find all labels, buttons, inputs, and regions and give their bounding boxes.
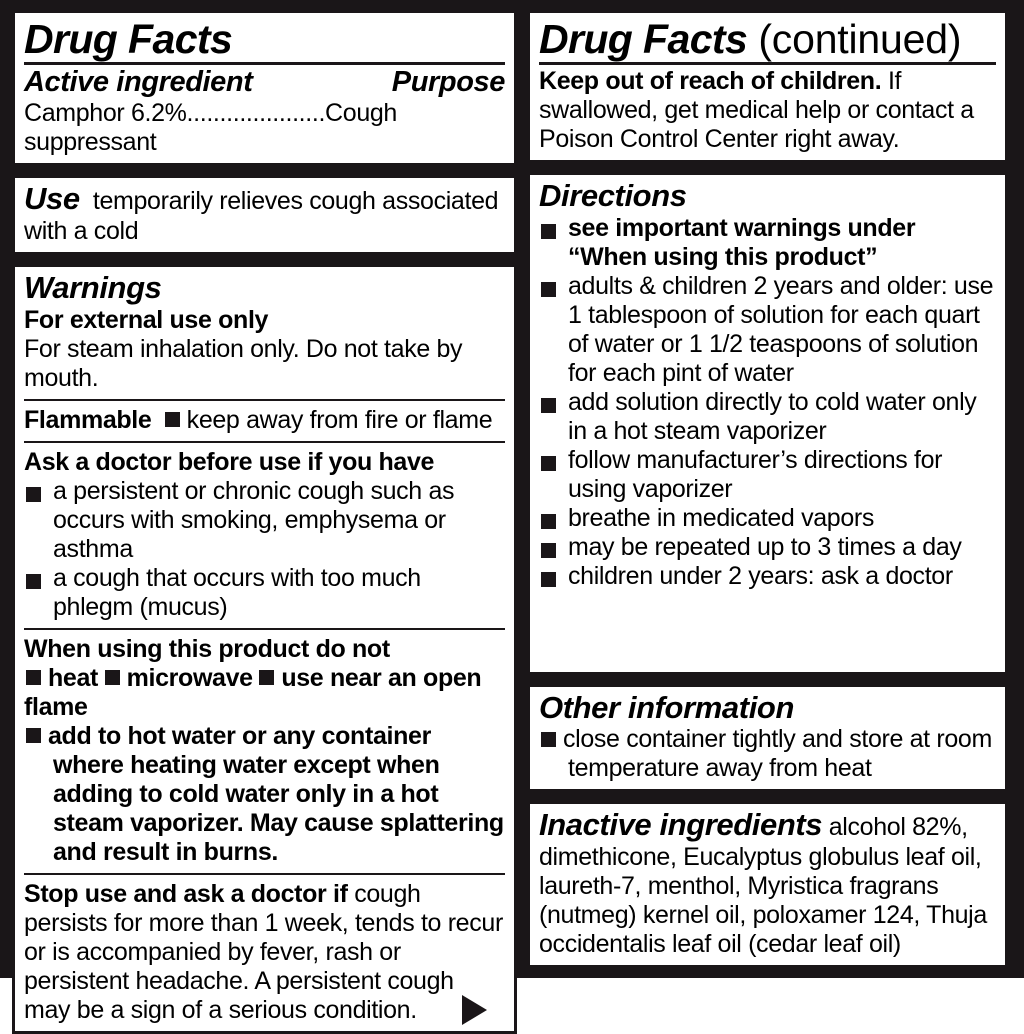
- drug-facts-title-suffix: (continued): [747, 16, 962, 62]
- when-using-item: use near an open flame: [24, 663, 482, 721]
- keep-out-block: [539, 67, 996, 154]
- inactive-ingredients-text: alcohol 82%, dimethicone, Eucalyptus globulus leaf oil, laureth-7, menthol, Myristica fragrans (nutmeg) kernel oil, poloxamer 124, Thuja occidentalis leaf oil (cedar leaf oil): [539, 813, 987, 958]
- list-item: follow manufacturer’s directions for using vaporizer: [539, 446, 996, 504]
- warnings-rule-4: [24, 873, 505, 875]
- active-ingredient-header-row: [24, 67, 505, 99]
- panel-warnings: [12, 264, 517, 1034]
- other-information-text: close container tightly and store at room temperature away from heat: [563, 725, 992, 783]
- keep-out-text: If swallowed, get medical help or contact a Poison Control Center right away.: [539, 67, 974, 154]
- square-bullet-icon: [541, 732, 556, 747]
- list-item: breathe in medicated vapors: [539, 504, 996, 533]
- title-rule-right: [539, 62, 996, 65]
- warnings-heading: Warnings: [24, 269, 162, 305]
- list-item: may be repeated up to 3 times a day: [539, 533, 996, 562]
- stop-use-text: cough persists for more than 1 week, tends to recur or is accompanied by fever, rash or persistent headache. A persistent cough may be a sign of a serious condition.: [24, 879, 503, 1024]
- active-ingredient-line: Camphor 6.2%.....................Cough suppressant: [24, 99, 397, 157]
- stop-use-block: [24, 880, 505, 1025]
- left-column: [12, 10, 517, 1024]
- right-column: [527, 10, 1008, 968]
- other-information-heading: Other information: [539, 689, 794, 725]
- panel-other-information: [527, 684, 1008, 793]
- when-using-inline-row: [24, 664, 505, 722]
- inactive-ingredients-block: [539, 808, 996, 959]
- flammable-row: [24, 406, 505, 435]
- warnings-rule-2: [24, 441, 505, 443]
- square-bullet-icon: [26, 670, 41, 685]
- active-ingredient-header: Active ingredient: [24, 66, 253, 99]
- drug-facts-title-main: Drug Facts: [539, 16, 748, 62]
- when-using-item: heat: [48, 663, 99, 692]
- flammable-heading: Flammable: [24, 405, 152, 434]
- list-item: a persistent or chronic cough such as occurs with smoking, emphysema or asthma: [24, 477, 505, 564]
- square-bullet-icon: [26, 728, 41, 743]
- drug-facts-continued-title: [539, 17, 996, 61]
- directions-heading: Directions: [539, 178, 687, 214]
- list-item: add solution directly to cold water only in a hot steam vaporizer: [539, 388, 996, 446]
- panel-title-active-ingredient: [12, 10, 517, 166]
- purpose-header: Purpose: [391, 66, 505, 99]
- warnings-rule-1: [24, 399, 505, 401]
- square-bullet-icon: [165, 412, 180, 427]
- stop-use-heading: Stop use and ask a doctor if: [24, 879, 348, 908]
- warnings-rule-3: [24, 628, 505, 630]
- list-item: see important warnings under “When using this product”: [539, 214, 996, 272]
- panel-directions: [527, 172, 1008, 674]
- list-item: children under 2 years: ask a doctor: [539, 562, 996, 591]
- flammable-text: keep away from fire or flame: [186, 405, 493, 434]
- use-block: [24, 182, 505, 246]
- title-rule: [24, 62, 505, 65]
- panel-use: [12, 175, 517, 255]
- list-item: adults & children 2 years and older: use 1 tablespoon of solution for each quart of water or 1 1/2 teaspoons of solution for each pint of water: [539, 272, 996, 388]
- other-information-bullet: [539, 725, 996, 783]
- list-item: a cough that occurs with too much phlegm (mucus): [24, 564, 505, 622]
- ask-doctor-bullet-list: [24, 477, 505, 622]
- inactive-ingredients-heading: Inactive ingredients: [539, 807, 823, 843]
- use-heading: Use: [24, 181, 80, 217]
- panel-title-keep-out: [527, 10, 1008, 163]
- external-use-heading: For external use only: [24, 305, 269, 334]
- external-use-text: For steam inhalation only. Do not take by mouth.: [24, 334, 463, 392]
- square-bullet-icon: [105, 670, 120, 685]
- keep-out-heading: Keep out of reach of children.: [539, 67, 882, 96]
- when-using-item: microwave: [126, 663, 253, 692]
- when-using-block-text: add to hot water or any container where heating water except when adding to cold water only in a hot steam vaporizer. May cause splattering and result in burns.: [48, 721, 504, 866]
- when-using-block: [24, 722, 505, 867]
- drug-facts-title: Drug Facts: [24, 16, 233, 62]
- when-using-heading: When using this product do not: [24, 634, 390, 663]
- ask-doctor-heading: Ask a doctor before use if you have: [24, 447, 435, 476]
- use-text: temporarily relieves cough associated with a cold: [24, 187, 499, 245]
- panel-inactive-ingredients: [527, 801, 1008, 968]
- square-bullet-icon: [259, 670, 274, 685]
- directions-bullet-list: [539, 214, 996, 591]
